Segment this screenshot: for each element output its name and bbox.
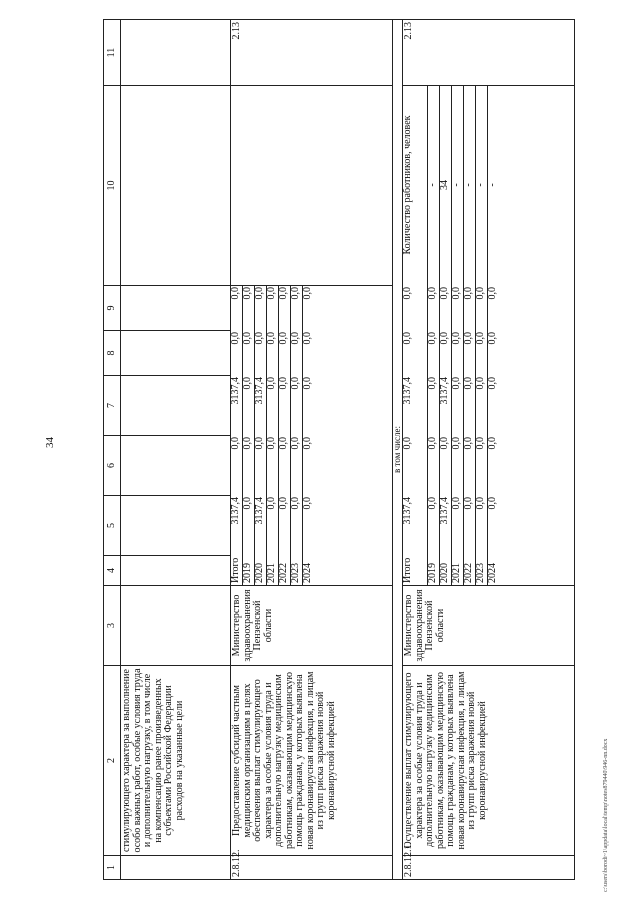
value-cell: 0,0 bbox=[279, 285, 291, 330]
value-cell: 0,0 bbox=[231, 330, 243, 375]
value-cell: 3137,4 bbox=[255, 495, 267, 555]
value-cell: 0,0 bbox=[403, 435, 427, 495]
year-row bbox=[475, 85, 487, 585]
col-header-8: 8 bbox=[104, 331, 121, 376]
indicator-value: 34 bbox=[439, 85, 451, 285]
year-row bbox=[403, 85, 427, 585]
column-number-row bbox=[104, 20, 121, 880]
year-cell: Итого bbox=[231, 555, 243, 585]
table-row-2-8-12-1 bbox=[403, 20, 575, 880]
value-cell: 0,0 bbox=[451, 495, 463, 555]
year-row bbox=[303, 285, 315, 585]
value-cell: 3137,4 bbox=[231, 495, 243, 555]
value-cell: 3137,4 bbox=[439, 375, 451, 435]
value-cell: 0,0 bbox=[451, 435, 463, 495]
year-row bbox=[279, 285, 291, 585]
col-header-6: 6 bbox=[104, 436, 121, 496]
year-cell: 2023 bbox=[475, 555, 487, 585]
value-cell: 0,0 bbox=[231, 285, 243, 330]
indicator-ref: 2.13 bbox=[231, 20, 393, 86]
value-cell: 0,0 bbox=[291, 375, 303, 435]
value-cell: 0,0 bbox=[486, 437, 498, 450]
finance-subtable bbox=[231, 285, 314, 585]
value-cell: 0,0 bbox=[267, 375, 279, 435]
year-cell: 2024 bbox=[486, 563, 498, 583]
value-cell: 0,0 bbox=[427, 285, 439, 330]
value-cell: 0,0 bbox=[267, 285, 279, 330]
value-cell: 0,0 bbox=[279, 435, 291, 495]
year-row bbox=[439, 85, 451, 585]
value-cell: 0,0 bbox=[255, 330, 267, 375]
value-cell: 0,0 bbox=[255, 285, 267, 330]
value-cell: 0,0 bbox=[302, 377, 313, 390]
value-cell: 0,0 bbox=[463, 375, 475, 435]
year-row bbox=[291, 285, 303, 585]
year-cell: 2020 bbox=[255, 555, 267, 585]
col-header-7: 7 bbox=[104, 376, 121, 436]
col-header-9: 9 bbox=[104, 286, 121, 331]
value-cell: 0,0 bbox=[291, 495, 303, 555]
value-cell: 0,0 bbox=[439, 330, 451, 375]
value-cell: 0,0 bbox=[291, 330, 303, 375]
value-cell: 0,0 bbox=[427, 435, 439, 495]
year-cell: 2024 bbox=[302, 563, 313, 583]
measure-name: Осуществление выплат стимулирующего характера за особые условия труда и дополнительную нагрузку медицинским работникам, оказывающим медицинскую помощь гражданам, у которых выявлена новая коронавирусная инфекция, и лицам из групп риска заражения новой коронавирусной инфекцией bbox=[403, 666, 575, 856]
year-cell: 2023 bbox=[291, 555, 303, 585]
value-cell: 0,0 bbox=[451, 285, 463, 330]
value-cell: 0,0 bbox=[302, 437, 313, 450]
value-cell: 0,0 bbox=[267, 495, 279, 555]
col-header-10: 10 bbox=[104, 86, 121, 286]
indicator-value: - bbox=[451, 85, 463, 285]
col-header-11: 11 bbox=[104, 20, 121, 86]
value-cell: 0,0 bbox=[302, 332, 313, 345]
value-cell: 3137,4 bbox=[231, 375, 243, 435]
value-cell: 0,0 bbox=[302, 497, 313, 510]
indicator-name: Количество работников, человек bbox=[403, 85, 427, 285]
table-row-2-8-12 bbox=[231, 20, 393, 880]
value-cell: 0,0 bbox=[463, 435, 475, 495]
value-cell: 0,0 bbox=[463, 285, 475, 330]
value-cell: 0,0 bbox=[403, 330, 427, 375]
year-row bbox=[451, 85, 463, 585]
value-cell: 3137,4 bbox=[439, 495, 451, 555]
finance-block bbox=[403, 86, 575, 586]
finance-subtable bbox=[403, 85, 499, 585]
program-table bbox=[103, 19, 575, 880]
continuation-name: стимулирующего характера за выполнение особо важных работ, особые условия труда и дополнительную нагрузку, в том числе на компенсацию ранее произведенных субъектами Российской Федерации расходов на указанные цели bbox=[121, 666, 231, 856]
value-cell: 0,0 bbox=[439, 285, 451, 330]
year-cell: 2022 bbox=[463, 555, 475, 585]
value-cell: 0,0 bbox=[427, 495, 439, 555]
value-cell: 0,0 bbox=[279, 495, 291, 555]
value-cell: 0,0 bbox=[243, 435, 255, 495]
in-total-row bbox=[393, 20, 403, 880]
file-path-footer: c:\users\borodi~1\appdata\local\temp\notes879440\946-nn.docx bbox=[603, 738, 609, 892]
year-row bbox=[231, 285, 243, 585]
col-header-2: 2 bbox=[104, 666, 121, 856]
value-cell: 0,0 bbox=[451, 330, 463, 375]
value-cell: 0,0 bbox=[475, 495, 487, 555]
value-cell: 0,0 bbox=[439, 435, 451, 495]
value-cell: 0,0 bbox=[451, 375, 463, 435]
value-cell: 0,0 bbox=[463, 330, 475, 375]
value-cell: 0,0 bbox=[486, 332, 498, 345]
value-cell: 0,0 bbox=[403, 285, 427, 330]
value-cell: 0,0 bbox=[463, 495, 475, 555]
value-cell: 0,0 bbox=[291, 435, 303, 495]
year-row bbox=[255, 285, 267, 585]
year-row bbox=[487, 85, 499, 585]
value-cell: 0,0 bbox=[243, 285, 255, 330]
value-cell: 0,0 bbox=[486, 497, 498, 510]
value-cell: 0,0 bbox=[267, 330, 279, 375]
indicator-ref: 2.13 bbox=[403, 20, 575, 86]
year-cell: 2019 bbox=[243, 555, 255, 585]
year-row bbox=[267, 285, 279, 585]
value-cell: 0,0 bbox=[279, 375, 291, 435]
year-row bbox=[463, 85, 475, 585]
value-cell: 0,0 bbox=[302, 287, 313, 300]
indicator-value: - bbox=[475, 85, 487, 285]
year-cell: 2022 bbox=[279, 555, 291, 585]
value-cell: 0,0 bbox=[243, 495, 255, 555]
value-cell: 0,0 bbox=[475, 375, 487, 435]
col-header-5: 5 bbox=[104, 496, 121, 556]
value-cell: 0,0 bbox=[475, 285, 487, 330]
indicator-value: - bbox=[427, 85, 439, 285]
value-cell: 0,0 bbox=[475, 330, 487, 375]
year-cell: 2021 bbox=[451, 555, 463, 585]
indicator-value: - bbox=[463, 85, 475, 285]
value-cell: 0,0 bbox=[243, 330, 255, 375]
col-header-1: 1 bbox=[104, 856, 121, 880]
year-cell: Итого bbox=[403, 555, 427, 585]
rotated-table-area bbox=[103, 20, 608, 880]
row-number: 2.8.12. bbox=[231, 856, 393, 880]
value-cell: 0,0 bbox=[243, 375, 255, 435]
value-cell: 0,0 bbox=[486, 287, 498, 300]
value-cell: 0,0 bbox=[291, 285, 303, 330]
row-number: 2.8.12.1. bbox=[403, 856, 575, 880]
value-cell: 3137,4 bbox=[403, 375, 427, 435]
value-cell: 0,0 bbox=[279, 330, 291, 375]
col-header-3: 3 bbox=[104, 586, 121, 666]
value-cell: 3137,4 bbox=[255, 375, 267, 435]
measure-name: Предоставление субсидий частным медицинским организациям в целях обеспечения выплат стимулирующего характера за особые условия труда и дополнительную нагрузку медицинским работникам, оказывающим медицинскую помощь гражданам, у которых выявлена новая коронавирусная инфекция, и лицам из групп риска заражения новой коронавирусной инфекцией bbox=[231, 666, 393, 856]
value-cell: 3137,4 bbox=[403, 495, 427, 555]
year-cell: 2020 bbox=[439, 555, 451, 585]
value-cell: 0,0 bbox=[475, 435, 487, 495]
year-cell: 2019 bbox=[427, 555, 439, 585]
value-cell: 0,0 bbox=[267, 435, 279, 495]
year-row bbox=[243, 285, 255, 585]
executor: Министерство здравоохранения Пензенской области bbox=[231, 586, 393, 666]
year-cell: 2021 bbox=[267, 555, 279, 585]
value-cell: 0,0 bbox=[486, 377, 498, 390]
page-number: 34 bbox=[44, 437, 56, 448]
col-header-4: 4 bbox=[104, 556, 121, 586]
table-row-continuation bbox=[121, 20, 231, 880]
value-cell: 0,0 bbox=[427, 375, 439, 435]
value-cell: 0,0 bbox=[255, 435, 267, 495]
executor: Министерство здравоохранения Пензенской области bbox=[403, 586, 575, 666]
in-total-label: в том числе: bbox=[393, 20, 403, 880]
value-cell: 0,0 bbox=[231, 435, 243, 495]
year-row bbox=[427, 85, 439, 585]
value-cell: 0,0 bbox=[427, 330, 439, 375]
finance-block bbox=[231, 286, 393, 586]
indicator-value: - bbox=[486, 183, 498, 187]
